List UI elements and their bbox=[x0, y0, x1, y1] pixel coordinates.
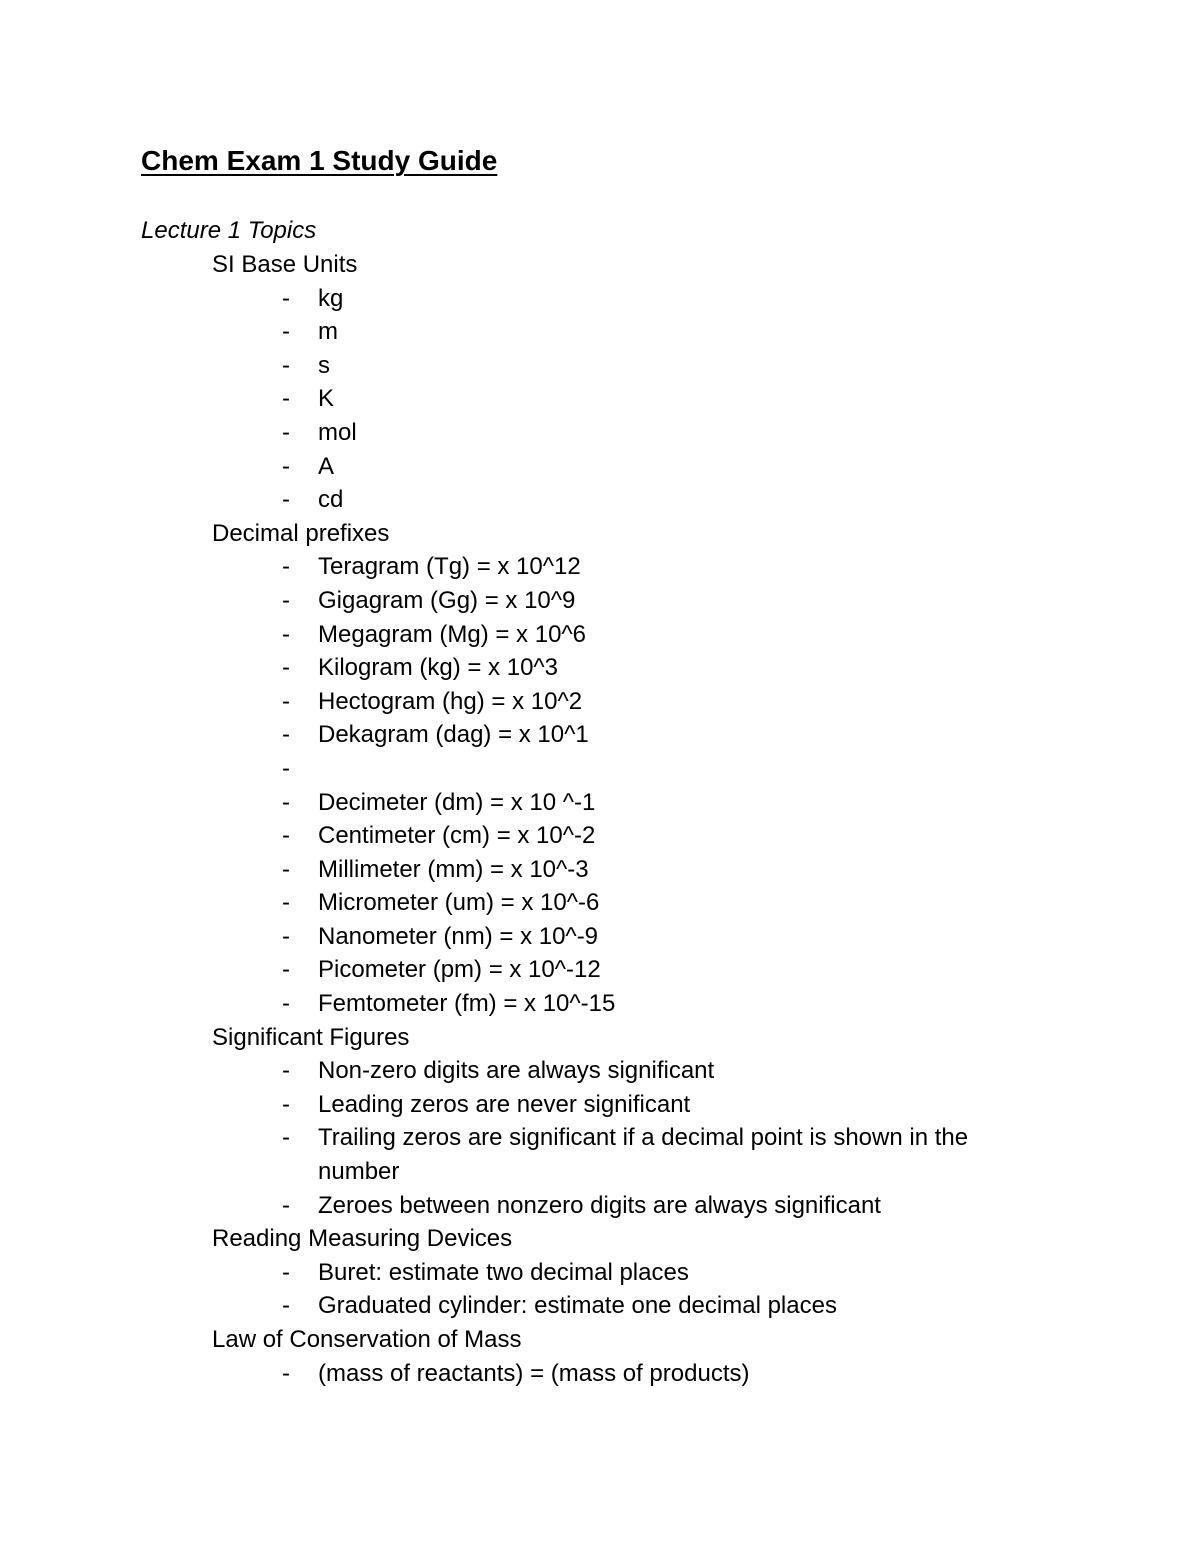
bullet-list bbox=[0, 550, 1200, 1020]
list-item bbox=[282, 752, 1018, 786]
list-item-text: Hectogram (hg) = x 10^2 bbox=[318, 687, 583, 715]
dash-bullet: - bbox=[282, 385, 290, 413]
dash-bullet: - bbox=[282, 351, 290, 379]
list-item-text: Graduated cylinder: estimate one decimal places bbox=[318, 1292, 837, 1320]
list-item bbox=[282, 1256, 1018, 1290]
list-item bbox=[282, 315, 1018, 349]
list-item-text: Buret: estimate two decimal places bbox=[318, 1258, 689, 1286]
list-item-text: Nanometer (nm) = x 10^-9 bbox=[318, 922, 599, 950]
list-item-text: Dekagram (dag) = x 10^1 bbox=[318, 721, 589, 749]
list-item-text: Millimeter (mm) = x 10^-3 bbox=[318, 855, 589, 883]
dash-bullet: - bbox=[282, 586, 290, 614]
list-item-text: Megagram (Mg) = x 10^6 bbox=[318, 620, 587, 648]
list-item-text: Zeroes between nonzero digits are always significant bbox=[318, 1191, 881, 1219]
dash-bullet: - bbox=[282, 553, 290, 581]
section-heading: SI Base Units bbox=[212, 251, 358, 278]
dash-bullet: - bbox=[282, 1057, 290, 1085]
list-item bbox=[282, 382, 1018, 416]
list-item bbox=[282, 685, 1018, 719]
dash-bullet: - bbox=[282, 922, 290, 950]
list-item-text: (mass of reactants) = (mass of products) bbox=[318, 1359, 750, 1387]
dash-bullet: - bbox=[282, 990, 290, 1018]
list-item-text: mol bbox=[318, 418, 357, 446]
list-item bbox=[282, 349, 1018, 383]
dash-bullet: - bbox=[282, 721, 290, 749]
list-item-text: Decimeter (dm) = x 10 ^-1 bbox=[318, 788, 596, 816]
dash-bullet: - bbox=[282, 956, 290, 984]
document-title: Chem Exam 1 Study Guide bbox=[141, 145, 498, 176]
list-item-text: A bbox=[318, 452, 335, 480]
list-item-text: Gigagram (Gg) = x 10^9 bbox=[318, 586, 576, 614]
list-item-text: Micrometer (um) = x 10^-6 bbox=[318, 889, 600, 917]
dash-bullet: - bbox=[282, 654, 290, 682]
list-item-text bbox=[318, 752, 1018, 786]
list-item bbox=[282, 1289, 1018, 1323]
dash-bullet: - bbox=[282, 620, 290, 648]
dash-bullet: - bbox=[282, 418, 290, 446]
dash-bullet: - bbox=[282, 284, 290, 312]
list-item bbox=[282, 584, 1018, 618]
dash-bullet: - bbox=[282, 822, 290, 850]
list-item-text: K bbox=[318, 385, 335, 413]
dash-bullet: - bbox=[282, 452, 290, 480]
list-item-text: Centimeter (cm) = x 10^-2 bbox=[318, 822, 596, 850]
list-item-text: m bbox=[318, 318, 338, 346]
dash-bullet: - bbox=[282, 486, 290, 514]
list-item bbox=[282, 786, 1018, 820]
section-heading: Reading Measuring Devices bbox=[212, 1225, 513, 1253]
list-item bbox=[282, 920, 1018, 954]
list-item-text: Kilogram (kg) = x 10^3 bbox=[318, 654, 559, 682]
dash-bullet: - bbox=[282, 788, 290, 816]
dash-bullet: - bbox=[282, 687, 290, 715]
list-item bbox=[282, 651, 1018, 685]
list-item bbox=[282, 853, 1018, 887]
list-item-text: Trailing zeros are significant if a decimal point is shown in the number bbox=[318, 1124, 969, 1186]
list-item bbox=[282, 483, 1018, 517]
dash-bullet: - bbox=[282, 1258, 290, 1286]
dash-bullet: - bbox=[282, 318, 290, 346]
dash-bullet: - bbox=[282, 889, 290, 917]
list-item bbox=[282, 416, 1018, 450]
bullet-list bbox=[0, 1256, 1200, 1323]
list-item bbox=[282, 1088, 1018, 1122]
dash-bullet: - bbox=[282, 1359, 290, 1387]
list-item-text: Picometer (pm) = x 10^-12 bbox=[318, 956, 601, 984]
dash-bullet: - bbox=[282, 1090, 290, 1118]
list-item bbox=[282, 886, 1018, 920]
list-item-text: Teragram (Tg) = x 10^12 bbox=[318, 553, 581, 581]
list-item bbox=[282, 819, 1018, 853]
list-item bbox=[282, 1189, 1018, 1223]
dash-bullet: - bbox=[282, 1124, 290, 1152]
list-item-text: Non-zero digits are always significant bbox=[318, 1057, 715, 1085]
section-heading: Decimal prefixes bbox=[212, 519, 390, 547]
list-item bbox=[282, 987, 1018, 1021]
dash-bullet: - bbox=[282, 855, 290, 883]
list-item-text: kg bbox=[318, 284, 344, 312]
section-heading: Significant Figures bbox=[212, 1023, 410, 1051]
list-item bbox=[282, 450, 1018, 484]
list-item-text: Leading zeros are never significant bbox=[318, 1090, 691, 1118]
document-body bbox=[0, 248, 1200, 1390]
list-item bbox=[282, 618, 1018, 652]
list-item bbox=[282, 1121, 1018, 1188]
list-item bbox=[282, 1054, 1018, 1088]
dash-bullet: - bbox=[282, 1191, 290, 1219]
list-item bbox=[282, 953, 1018, 987]
list-item bbox=[282, 282, 1018, 316]
bullet-list bbox=[0, 282, 1200, 517]
list-item-text: cd bbox=[318, 486, 344, 514]
list-item bbox=[282, 550, 1018, 584]
lecture-heading: Lecture 1 Topics bbox=[141, 217, 317, 244]
list-item bbox=[282, 1357, 1018, 1391]
bullet-list bbox=[0, 1054, 1200, 1222]
dash-bullet: - bbox=[282, 754, 290, 782]
section-heading: Law of Conservation of Mass bbox=[212, 1326, 522, 1353]
list-item bbox=[282, 718, 1018, 752]
bullet-list bbox=[0, 1357, 1200, 1391]
dash-bullet: - bbox=[282, 1292, 290, 1320]
list-item-text: s bbox=[318, 351, 330, 379]
list-item-text: Femtometer (fm) = x 10^-15 bbox=[318, 990, 616, 1018]
